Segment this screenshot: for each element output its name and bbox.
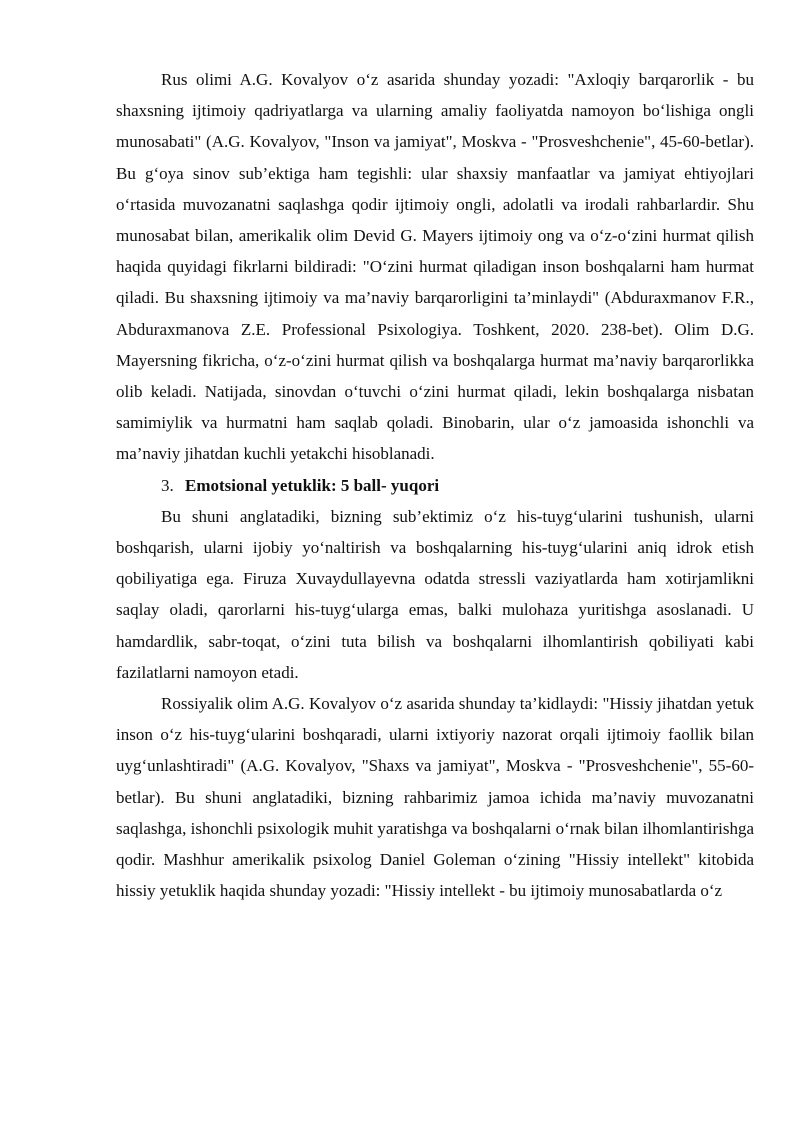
section-title: Emotsional yetuklik: 5 ball- yuqori (185, 475, 440, 495)
section-heading (116, 470, 754, 501)
paragraph-kovalyov-goleman: Rossiyalik olim A.G. Kovalyov o‘z asarida shunday ta’kidlaydi: "Hissiy jihatdan yetuk inson o‘z his-tuyg‘ularini boshqaradi, ularni ixtiyoriy nazorat orqali ijtimoiy faollik bilan uyg‘unlashtiradi" (A.G. Kovalyov, "Shaxs va jamiyat", Moskva - "Prosveshchenie", 55-60-betlar). Bu shuni anglatadiki, bizning rahbarimiz jamoa ichida ma’naviy muvozanatni saqlashga, ishonchli psixologik muhit yaratishga va boshqalarni o‘rnak bilan ilhomlantirishga qodir. Mashhur amerikalik psixolog Daniel Goleman o‘zining "Hissiy intellekt" kitobida hissiy yetuklik haqida shunday yozadi: "Hissiy intellekt - bu ijtimoiy munosabatlarda o‘z (116, 694, 754, 901)
paragraph-kovalyov-moral-stability: Rus olimi A.G. Kovalyov o‘z asarida shunday yozadi: "Axloqiy barqarorlik - bu shaxsning ijtimoiy qadriyatlarga va ularning amaliy faoliyatda namoyon bo‘lishiga ongli munosabati" (A.G. Kovalyov, "Inson va jamiyat", Moskva - "Prosveshchenie", 45-60-betlar). Bu g‘oya sinov sub’ektiga ham tegishli: ular shaxsiy manfaatlar va jamiyat ehtiyojlari o‘rtasida muvozanatni saqlashga qodir ijtimoiy ongli, adolatli va irodali rahbarlardir. Shu munosabat bilan, amerikalik olim Devid G. Mayers ijtimoiy ong va o‘z-o‘zini hurmat qilish haqida quyidagi fikrlarni bildiradi: "O‘zini hurmat qiladigan inson boshqalarni ham hurmat qiladi. Bu shaxsning ijtimoiy va ma’naviy barqarorligini ta’minlaydi" (Abduraxmanov F.R., Abduraxmanova Z.E. Professional Psixologiya. Toshkent, 2020. 238-bet). Olim D.G. Mayersning fikricha, o‘z-o‘zini hurmat qilish va boshqalarga hurmat ma’naviy barqarorlikka olib keladi. Natijada, sinovdan o‘tuvchi o‘zini hurmat qiladi, lekin boshqalarga nisbatan samimiylik va hurmatni ham saqlab qoladi. Binobarin, ular o‘z jamoasida ishonchli va ma’naviy jihatdan kuchli yetakchi hisoblanadi. (116, 70, 754, 464)
paragraph-emotional-maturity: Bu shuni anglatadiki, bizning sub’ektimiz o‘z his-tuyg‘ularini tushunish, ularni boshqarish, ularni ijobiy yo‘naltirish va boshqalarning his-tuyg‘ularini aniq idrok etish qobiliyatiga ega. Firuza Xuvaydullayevna odatda stressli vaziyatlarda ham xotirjamlikni saqlay oladi, qarorlarni his-tuyg‘ularga emas, balki mulohaza yuritishga asoslanadi. U hamdardlik, sabr-toqat, o‘zini tuta bilish va boshqalarni ilhomlantirish qobiliyati kabi fazilatlarni namoyon etadi. (116, 506, 754, 682)
section-number: 3. (161, 475, 174, 495)
document-body (116, 64, 754, 906)
